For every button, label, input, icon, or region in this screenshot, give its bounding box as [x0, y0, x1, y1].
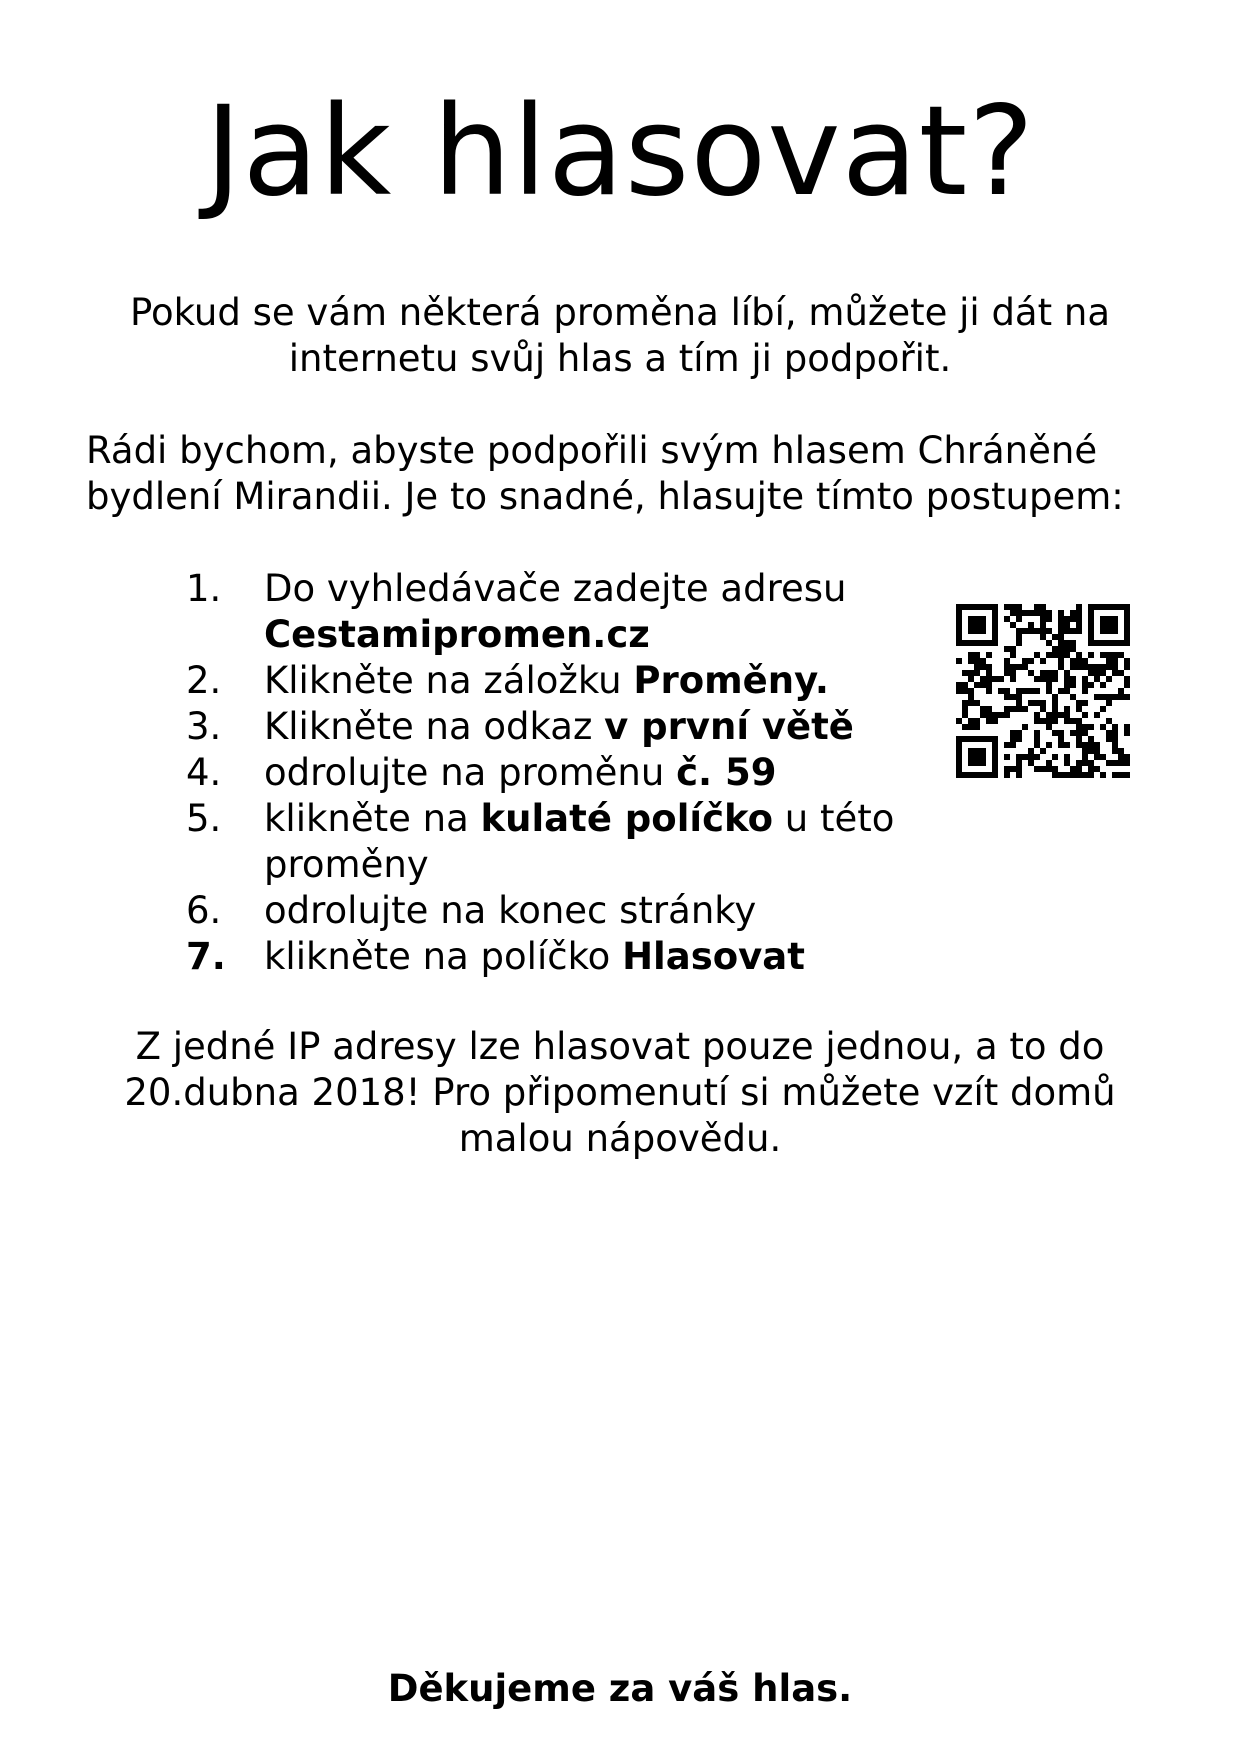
step-text-bold: č. 59	[676, 751, 777, 794]
step-item	[186, 888, 946, 934]
step-text-bold: v první větě	[604, 705, 854, 748]
step-text	[264, 796, 946, 888]
step-text-plain: odrolujte na konec stránky	[264, 889, 757, 932]
step-text-plain: odrolujte na proměnu	[264, 751, 677, 794]
step-number: 5.	[186, 797, 222, 840]
step-number: 4.	[186, 751, 222, 794]
step-item	[186, 750, 946, 796]
step-text-plain: klikněte na políčko	[264, 935, 623, 978]
step-item	[186, 566, 946, 658]
deadline-note: Z jedné IP adresy lze hlasovat pouze jednou, a to do 20.dubna 2018! Pro připomenutí si můžete vzít domů malou nápovědu.	[124, 1025, 1116, 1160]
step-text	[264, 704, 946, 750]
step-item	[186, 704, 946, 750]
step-text	[264, 888, 946, 934]
step-number: 7.	[186, 935, 226, 978]
thank-you-text: Děkujeme za váš hlas.	[387, 1667, 853, 1710]
intro-paragraph: Pokud se vám některá proměna líbí, můžete ji dát na internetu svůj hlas a tím ji podpořit.	[130, 291, 1110, 380]
step-text-plain: Klikněte na záložku	[264, 659, 634, 702]
step-text-plain: Do vyhledávače zadejte adresu	[264, 567, 847, 610]
step-text-bold: Hlasovat	[622, 935, 805, 978]
step-number: 1.	[186, 567, 222, 610]
step-item	[186, 658, 946, 704]
step-text	[264, 658, 946, 704]
step-text	[264, 750, 946, 796]
step-text-bold: kulaté políčko	[480, 797, 774, 840]
voting-steps-list	[186, 566, 946, 980]
step-text-plain: klikněte na	[264, 797, 481, 840]
qr-code-icon	[956, 604, 1130, 778]
request-paragraph: Rádi bychom, abyste podpořili svým hlasem Chráněné bydlení Mirandii. Je to snadné, hlasujte tímto postupem:	[86, 429, 1124, 518]
step-text-after: u této proměny	[264, 797, 895, 886]
step-item	[186, 934, 946, 980]
step-text	[264, 566, 946, 658]
step-text-bold: Cestamipromen.cz	[264, 613, 650, 656]
step-number: 2.	[186, 659, 222, 702]
step-text	[264, 934, 946, 980]
step-number: 3.	[186, 705, 222, 748]
page-title: Jak hlasovat?	[204, 80, 1036, 224]
step-item	[186, 796, 946, 888]
step-text-plain: Klikněte na odkaz	[264, 705, 605, 748]
step-text-bold: Proměny.	[633, 659, 829, 702]
step-number: 6.	[186, 889, 222, 932]
